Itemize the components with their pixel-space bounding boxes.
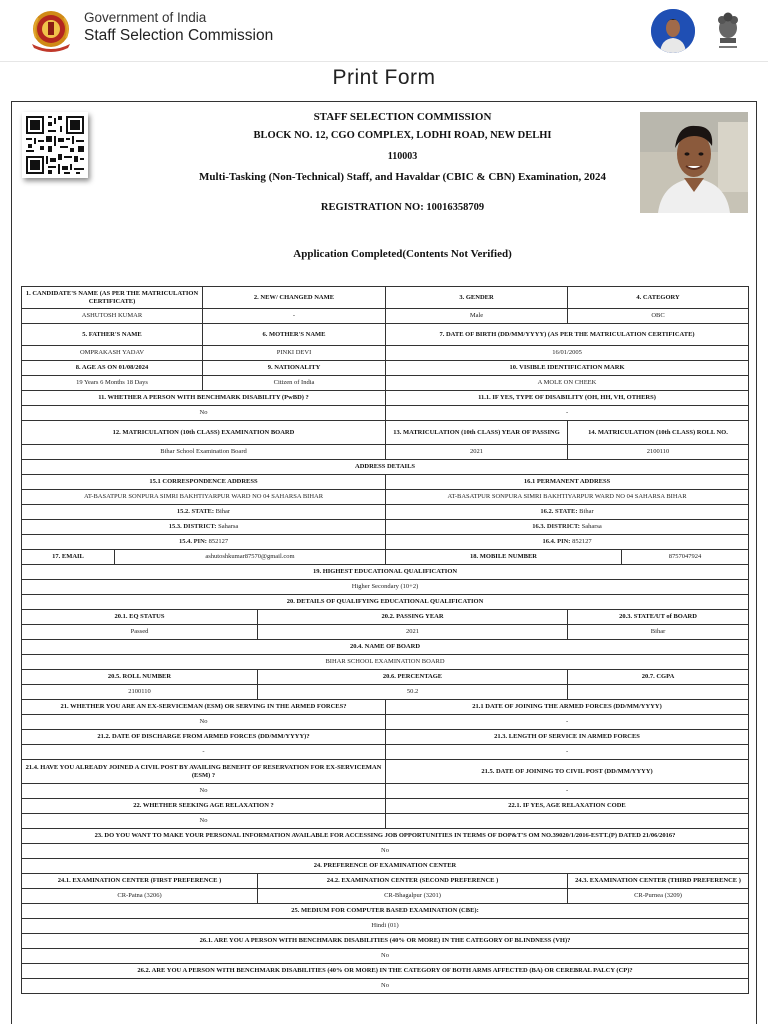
form-pincode: 110003: [387, 151, 418, 162]
permanent-pin: [386, 535, 749, 550]
label-correspondence-district: 15.3. DISTRICT:: [168, 523, 217, 530]
label-percentage: 20.6. PERCENTAGE: [258, 670, 568, 685]
table-row: [22, 309, 749, 324]
label-center-preference: 24. PREFERENCE OF EXAMINATION CENTER: [22, 859, 749, 874]
correspondence-state: [22, 505, 386, 520]
value-correspondence-state: Bihar: [215, 508, 231, 515]
label-permanent-district: 16.3. DISTRICT:: [532, 523, 580, 530]
table-row: [22, 700, 749, 715]
label-mobile: 18. MOBILE NUMBER: [386, 550, 622, 565]
permanent-state: [386, 505, 749, 520]
candidate-photo: [640, 112, 748, 213]
value-correspondence-pin: 852127: [208, 538, 229, 545]
value-passing-year: 2021: [258, 625, 568, 640]
label-roll-number: 20.5. ROLL NUMBER: [22, 670, 258, 685]
label-center-third: 24.3. EXAMINATION CENTER (THIRD PREFERENCE ): [568, 874, 749, 889]
value-civil-post-date: -: [386, 784, 749, 799]
value-age: 19 Years 6 Months 18 Days: [22, 376, 203, 391]
label-father-name: 5. FATHER'S NAME: [22, 324, 203, 346]
label-candidate-name: 1. CANDIDATE'S NAME (AS PER THE MATRICULATION CERTIFICATE): [22, 287, 203, 309]
user-photo-icon: [651, 9, 695, 53]
national-emblem-icon: [712, 8, 744, 54]
table-row: [22, 475, 749, 490]
org-line-2: Staff Selection Commission: [84, 27, 274, 44]
user-avatar[interactable]: [651, 9, 695, 53]
value-board-state: Bihar: [568, 625, 749, 640]
table-row: [22, 376, 749, 391]
value-blindness-vh: No: [22, 949, 749, 964]
table-row: [22, 610, 749, 625]
table-row: [22, 505, 749, 520]
value-correspondence-district: Saharsa: [218, 523, 239, 530]
label-category: 4. CATEGORY: [568, 287, 749, 309]
value-roll-number: 2100110: [22, 685, 258, 700]
value-pwbd: No: [22, 406, 386, 421]
value-gender: Male: [386, 309, 568, 324]
value-candidate-name: ASHUTOSH KUMAR: [22, 309, 203, 324]
value-share-information: No: [22, 844, 749, 859]
table-row: [22, 640, 749, 655]
value-center-second: CR-Bhagalpur (3201): [258, 889, 568, 904]
value-nationality: Citizen of India: [203, 376, 386, 391]
label-highest-qualification: 19. HIGHEST EDUCATIONAL QUALIFICATION: [22, 565, 749, 580]
label-nationality: 9. NATIONALITY: [203, 361, 386, 376]
value-new-name: -: [203, 309, 386, 324]
page-title: Print Form: [332, 66, 436, 89]
label-qualification-details: 20. DETAILS OF QUALIFYING EDUCATIONAL QUALIFICATION: [22, 595, 749, 610]
table-row: [22, 934, 749, 949]
label-correspondence-pin: 15.4. PIN:: [178, 538, 207, 545]
value-matric-board: Bihar School Examination Board: [22, 445, 386, 460]
label-dob: 7. DATE OF BIRTH (DD/MM/YYYY) (AS PER THE MATRICULATION CERTIFICATE): [386, 324, 749, 346]
table-row: [22, 655, 749, 670]
value-eq-status: Passed: [22, 625, 258, 640]
value-center-third: CR-Purnea (3209): [568, 889, 749, 904]
table-row: [22, 799, 749, 814]
label-board-name: 20.4. NAME OF BOARD: [22, 640, 749, 655]
label-cgpa: 20.7. CGPA: [568, 670, 749, 685]
label-gender: 3. GENDER: [386, 287, 568, 309]
table-row: [22, 949, 749, 964]
label-identification-mark: 10. VISIBLE IDENTIFICATION MARK: [386, 361, 749, 376]
label-share-information: 23. DO YOU WANT TO MAKE YOUR PERSONAL INFORMATION AVAILABLE FOR ACCESSING JOB OPPORTUNITIES IN TERMS OF DOP&T'S OM NO.39020/1/2016-ESTT.(P) DATED 21/06/2016?: [22, 829, 749, 844]
table-row: [22, 361, 749, 376]
label-email: 17. EMAIL: [22, 550, 115, 565]
label-center-first: 24.1. EXAMINATION CENTER (FIRST PREFERENCE ): [22, 874, 258, 889]
value-civil-post: No: [22, 784, 386, 799]
candidate-photo-image: [640, 112, 748, 213]
table-row: [22, 760, 749, 784]
table-row: [22, 745, 749, 760]
value-service-length: -: [386, 745, 749, 760]
table-row: [22, 421, 749, 445]
label-mother-name: 6. MOTHER'S NAME: [203, 324, 386, 346]
label-new-name: 2. NEW/ CHANGED NAME: [203, 287, 386, 309]
value-age-relaxation: No: [22, 814, 386, 829]
table-row: [22, 874, 749, 889]
table-row: [22, 859, 749, 874]
table-row: [22, 460, 749, 475]
org-line-1: Government of India: [84, 10, 207, 25]
table-row: [22, 625, 749, 640]
table-row: [22, 730, 749, 745]
value-cgpa: [568, 685, 749, 700]
value-category: OBC: [568, 309, 749, 324]
exam-title: Multi-Tasking (Non-Technical) Staff, and Havaldar (CBIC & CBN) Examination, 2024: [199, 171, 606, 183]
value-ex-serviceman: No: [22, 715, 386, 730]
value-permanent-pin: 852127: [572, 538, 592, 545]
permanent-district: [386, 520, 749, 535]
table-row: [22, 814, 749, 829]
value-father-name: OMPRAKASH YADAV: [22, 346, 203, 361]
value-email: ashutoshkumar87570@gmail.com: [115, 550, 386, 565]
application-details-table: [21, 286, 749, 994]
value-matric-year: 2021: [386, 445, 568, 460]
site-header: [0, 0, 768, 62]
table-row: [22, 565, 749, 580]
table-row: [22, 580, 749, 595]
value-matric-roll: 2100110: [568, 445, 749, 460]
table-row: [22, 919, 749, 934]
label-matric-year: 13. MATRICULATION (10th CLASS) YEAR OF PASSING: [386, 421, 568, 445]
registration-number: REGISTRATION NO: 10016358709: [320, 202, 485, 213]
label-age-relaxation-code: 22.1. IF YES, AGE RELAXATION CODE: [386, 799, 749, 814]
ssc-logo-icon: [26, 8, 76, 54]
label-civil-post: 21.4. HAVE YOU ALREADY JOINED A CIVIL POST BY AVAILING BENEFIT OF RESERVATION FOR EX-SERVICEMAN (ESM) ?: [22, 760, 386, 784]
table-row: [22, 550, 749, 565]
value-armed-forces-joining: -: [386, 715, 749, 730]
value-mobile: 8757047924: [622, 550, 749, 565]
table-row: [22, 979, 749, 994]
value-discharge-date: -: [22, 745, 386, 760]
value-correspondence-address: AT-BASATPUR SONPURA SIMRI BAKHTIYARPUR WARD NO 04 SAHARSA BIHAR: [22, 490, 386, 505]
table-row: [22, 844, 749, 859]
table-row: [22, 685, 749, 700]
table-row: [22, 904, 749, 919]
label-armed-forces-joining: 21.1 DATE OF JOINING THE ARMED FORCES (DD/MM/YYYY): [386, 700, 749, 715]
label-eq-status: 20.1. EQ STATUS: [22, 610, 258, 625]
value-mother-name: PINKI DEVI: [203, 346, 386, 361]
table-row: [22, 964, 749, 979]
value-center-first: CR-Patna (3206): [22, 889, 258, 904]
correspondence-pin: [22, 535, 386, 550]
value-permanent-state: Bihar: [579, 508, 594, 515]
form-address: BLOCK NO. 12, CGO COMPLEX, LODHI ROAD, NEW DELHI: [253, 130, 552, 141]
value-highest-qualification: Higher Secondary (10+2): [22, 580, 749, 595]
label-blindness-vh: 26.1. ARE YOU A PERSON WITH BENCHMARK DISABILITIES (40% OR MORE) IN THE CATEGORY OF BLINDNESS (VH)?: [22, 934, 749, 949]
value-percentage: 50.2: [258, 685, 568, 700]
label-age-relaxation: 22. WHETHER SEEKING AGE RELAXATION ?: [22, 799, 386, 814]
label-service-length: 21.3. LENGTH OF SERVICE IN ARMED FORCES: [386, 730, 749, 745]
label-permanent-state: 16.2. STATE:: [540, 508, 578, 515]
label-ba-cp: 26.2. ARE YOU A PERSON WITH BENCHMARK DISABILITIES (40% OR MORE) IN THE CATEGORY OF BOTH ARMS AFFECTED (BA) OR CEREBRAL PALCY (CP)?: [22, 964, 749, 979]
label-permanent-address: 16.1 PERMANENT ADDRESS: [386, 475, 749, 490]
label-civil-post-date: 21.5. DATE OF JOINING TO CIVIL POST (DD/MM/YYYY): [386, 760, 749, 784]
table-row: [22, 406, 749, 421]
table-row: [22, 784, 749, 799]
qr-code-icon: [22, 112, 88, 178]
form-org-name: STAFF SELECTION COMMISSION: [313, 111, 492, 123]
table-row: [22, 490, 749, 505]
value-age-relaxation-code: [386, 814, 749, 829]
label-cbe-medium: 25. MEDIUM FOR COMPUTER BASED EXAMINATION (CBE):: [22, 904, 749, 919]
table-row: [22, 670, 749, 685]
label-age: 8. AGE AS ON 01/08/2024: [22, 361, 203, 376]
label-pwbd: 11. WHETHER A PERSON WITH BENCHMARK DISABILITY (PwBD) ?: [22, 391, 386, 406]
value-board-name: BIHAR SCHOOL EXAMINATION BOARD: [22, 655, 749, 670]
value-ba-cp: No: [22, 979, 749, 994]
label-passing-year: 20.2. PASSING YEAR: [258, 610, 568, 625]
table-row: [22, 829, 749, 844]
table-row: [22, 324, 749, 346]
table-row: [22, 715, 749, 730]
label-disability-type: 11.1. IF YES, TYPE OF DISABILITY (OH, HH, VH, OTHERS): [386, 391, 749, 406]
value-permanent-district: Saharsa: [581, 523, 602, 530]
correspondence-district: [22, 520, 386, 535]
organization-name: [84, 10, 273, 46]
label-correspondence-state: 15.2. STATE:: [176, 508, 215, 515]
table-row: [22, 535, 749, 550]
label-ex-serviceman: 21. WHETHER YOU ARE AN EX-SERVICEMAN (ESM) OR SERVING IN THE ARMED FORCES?: [22, 700, 386, 715]
label-permanent-pin: 16.4. PIN:: [542, 538, 571, 545]
table-row: [22, 346, 749, 361]
label-board-state: 20.3. STATE/UT of BOARD: [568, 610, 749, 625]
table-row: [22, 445, 749, 460]
label-matric-roll: 14. MATRICULATION (10th CLASS) ROLL NO.: [568, 421, 749, 445]
value-identification-mark: A MOLE ON CHEEK: [386, 376, 749, 391]
value-disability-type: -: [386, 406, 749, 421]
section-address-details: ADDRESS DETAILS: [22, 460, 749, 475]
value-cbe-medium: Hindi (01): [22, 919, 749, 934]
value-permanent-address: AT-BASATPUR SONPURA SIMRI BAKHTIYARPUR WARD NO 04 SAHARSA BIHAR: [386, 490, 749, 505]
label-center-second: 24.2. EXAMINATION CENTER (SECOND PREFERENCE ): [258, 874, 568, 889]
label-correspondence-address: 15.1 CORRESPONDENCE ADDRESS: [22, 475, 386, 490]
application-status: Application Completed(Contents Not Verified): [293, 248, 512, 260]
table-row: [22, 889, 749, 904]
table-row: [22, 287, 749, 309]
table-row: [22, 520, 749, 535]
label-discharge-date: 21.2. DATE OF DISCHARGE FROM ARMED FORCES (DD/MM/YYYY)?: [22, 730, 386, 745]
label-matric-board: 12. MATRICULATION (10th CLASS) EXAMINATION BOARD: [22, 421, 386, 445]
table-row: [22, 391, 749, 406]
table-row: [22, 595, 749, 610]
value-dob: 16/01/2005: [386, 346, 749, 361]
